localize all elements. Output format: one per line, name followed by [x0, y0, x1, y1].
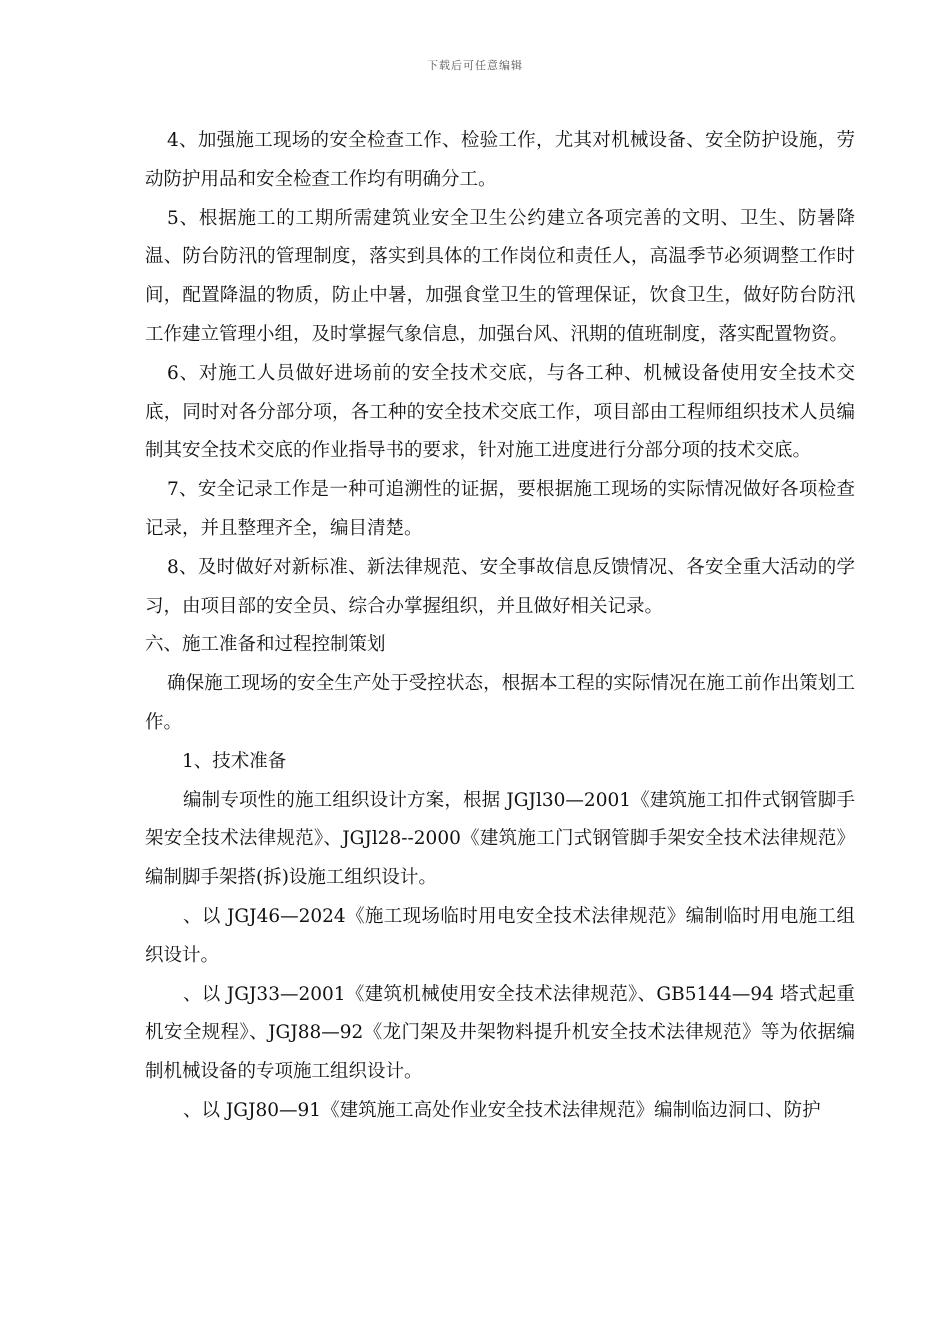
page-header: 下载后可任意编辑 — [427, 59, 523, 72]
section-intro: 确保施工现场的安全生产处于受控状态，根据本工程的实际情况在施工前作出策划工作。 — [145, 673, 855, 733]
tech-paragraph-scaffold: 编制专项性的施工组织设计方案，根据 JGJl30—2001《建筑施工扣件式钢管脚手架安全技术法律规范》、JGJl28--2000《建筑施工门式钢管脚手架安全技术法律规范》编制脚手架搭(拆)设施工组织设计。 — [145, 789, 855, 889]
tech-paragraph-machinery: 、以 JGJ33—2001《建筑机械使用安全技术法律规范》、GB5144—94 塔式起重机安全规程》、JGJ88—92《龙门架及井架物料提升机安全技术法律规范》等为依据编制机械设备的专项施工组织设计。 — [145, 983, 855, 1083]
paragraph-item-7: 7、安全记录工作是一种可追溯性的证据，要根据施工现场的实际情况做好各项检查记录，并且整理齐全，编目清楚。 — [145, 479, 855, 539]
paragraph-item-8: 8、及时做好对新标准、新法律规范、安全事故信息反馈情况、各安全重大活动的学习，由项目部的安全员、综合办掌握组织，并且做好相关记录。 — [145, 556, 855, 617]
section-title: 六、施工准备和过程控制策划 — [145, 634, 386, 656]
tech-paragraph-electric: 、以 JGJ46—2024《施工现场临时用电安全技术法律规范》编制临时用电施工组织设计。 — [145, 905, 855, 966]
paragraph-item-6: 6、对施工人员做好进场前的安全技术交底，与各工种、机械设备使用安全技术交底，同时对各分部分项，各工种的安全技术交底工作，项目部由工程师组织技术人员编制其安全技术交底的作业指导书的要求，针对施工进度进行分部分项的技术交底。 — [145, 362, 855, 462]
paragraph-item-4: 4、加强施工现场的安全检查工作、检验工作，尤其对机械设备、安全防护设施，劳动防护用品和安全检查工作均有明确分工。 — [145, 130, 855, 190]
document-body — [145, 122, 855, 1131]
subsection-title: 1、技术准备 — [182, 750, 287, 772]
paragraph-item-5: 5、根据施工的工期所需建筑业安全卫生公约建立各项完善的文明、卫生、防暑降温、防台防汛的管理制度，落实到具体的工作岗位和责任人，高温季节必须调整工作时间，配置降温的物质，防止中暑，加强食堂卫生的管理保证，饮食卫生，做好防台防汛工作建立管理小组，及时掌握气象信息，加强台风、汛期的值班制度，落实配置物资。 — [145, 207, 855, 345]
tech-paragraph-height-work: 、以 JGJ80—91《建筑施工高处作业安全技术法律规范》编制临边洞口、防护 — [183, 1099, 821, 1121]
